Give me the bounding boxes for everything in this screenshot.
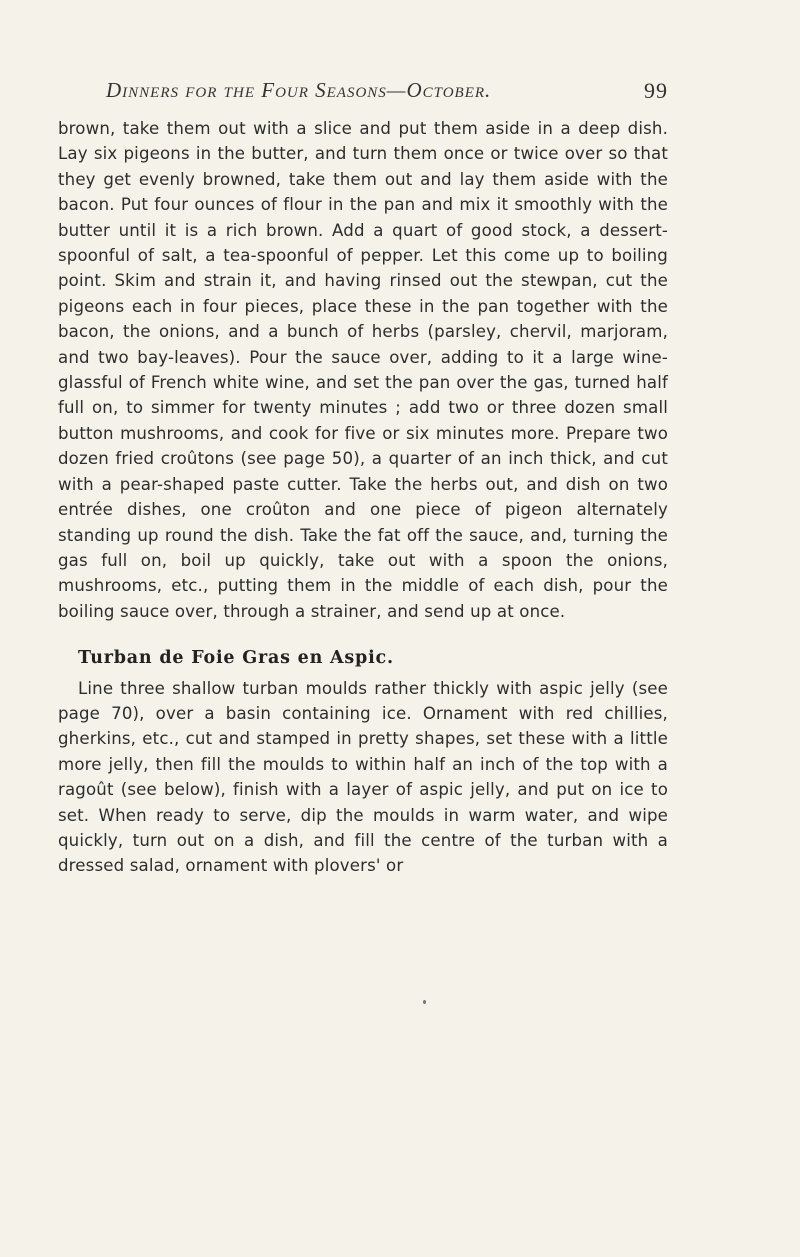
recipe-heading: Turban de Foie Gras en Aspic. (78, 648, 394, 669)
paragraph-recipe: Line three shallow turban moulds rather thickly with aspic jelly (see page 70), over a basin containing ice. Ornament with red chillies, gherkins, etc., cut and stamped in pretty shapes, set these with a little more jelly, then fill the moulds to within half an inch of the top with a ragoût (see below), finish with a layer of aspic jelly, and put on ice to set. When ready to serve, dip the moulds in warm water, and wipe quickly, turn out on a dish, and fill the centre of the turban with a dressed salad, ornament with plovers' or (58, 678, 668, 876)
running-head (58, 74, 668, 108)
paragraph-continuation: brown, take them out with a slice and put them aside in a deep dish. Lay six pigeons in the butter, and turn them once or twice over so that they get evenly browned, take them out and lay them aside with the bacon. Put four ounces of flour in the pan and mix it smoothly with the butter until it is a rich brown. Add a quart of good stock, a dessert-spoonful of salt, a tea-spoonful of pepper. Let this come up to boiling point. Skim and strain it, and having rinsed out the stewpan, cut the pigeons each in four pieces, place these in the pan together with the bacon, the onions, and a bunch of herbs (parsley, chervil, marjoram, and two bay-leaves). Pour the sauce over, adding to it a large wine-glassful of French white wine, and set the pan over the gas, turned half full on, to simmer for twenty minutes ; add two or three dozen small button mushrooms, and cook for five or six minutes more. Prepare two dozen fried croûtons (see page 50), a quarter of an inch thick, and cut with a pear-shaped paste cutter. Take the herbs out, and dish on two entrée dishes, one croûton and one piece of pigeon alternately standing up round the dish. Take the fat off the sauce, and, turning the gas full on, boil up quickly, take out with a spoon the onions, mushrooms, etc., putting them in the middle of each dish, pour the boiling sauce over, through a strainer, and send up at once. (58, 119, 668, 621)
running-head-title: Dinners for the Four Seasons—October. (106, 78, 492, 102)
book-page (58, 74, 668, 879)
print-speck (423, 1000, 426, 1004)
page-number: 99 (644, 78, 668, 103)
body-text (58, 116, 668, 879)
